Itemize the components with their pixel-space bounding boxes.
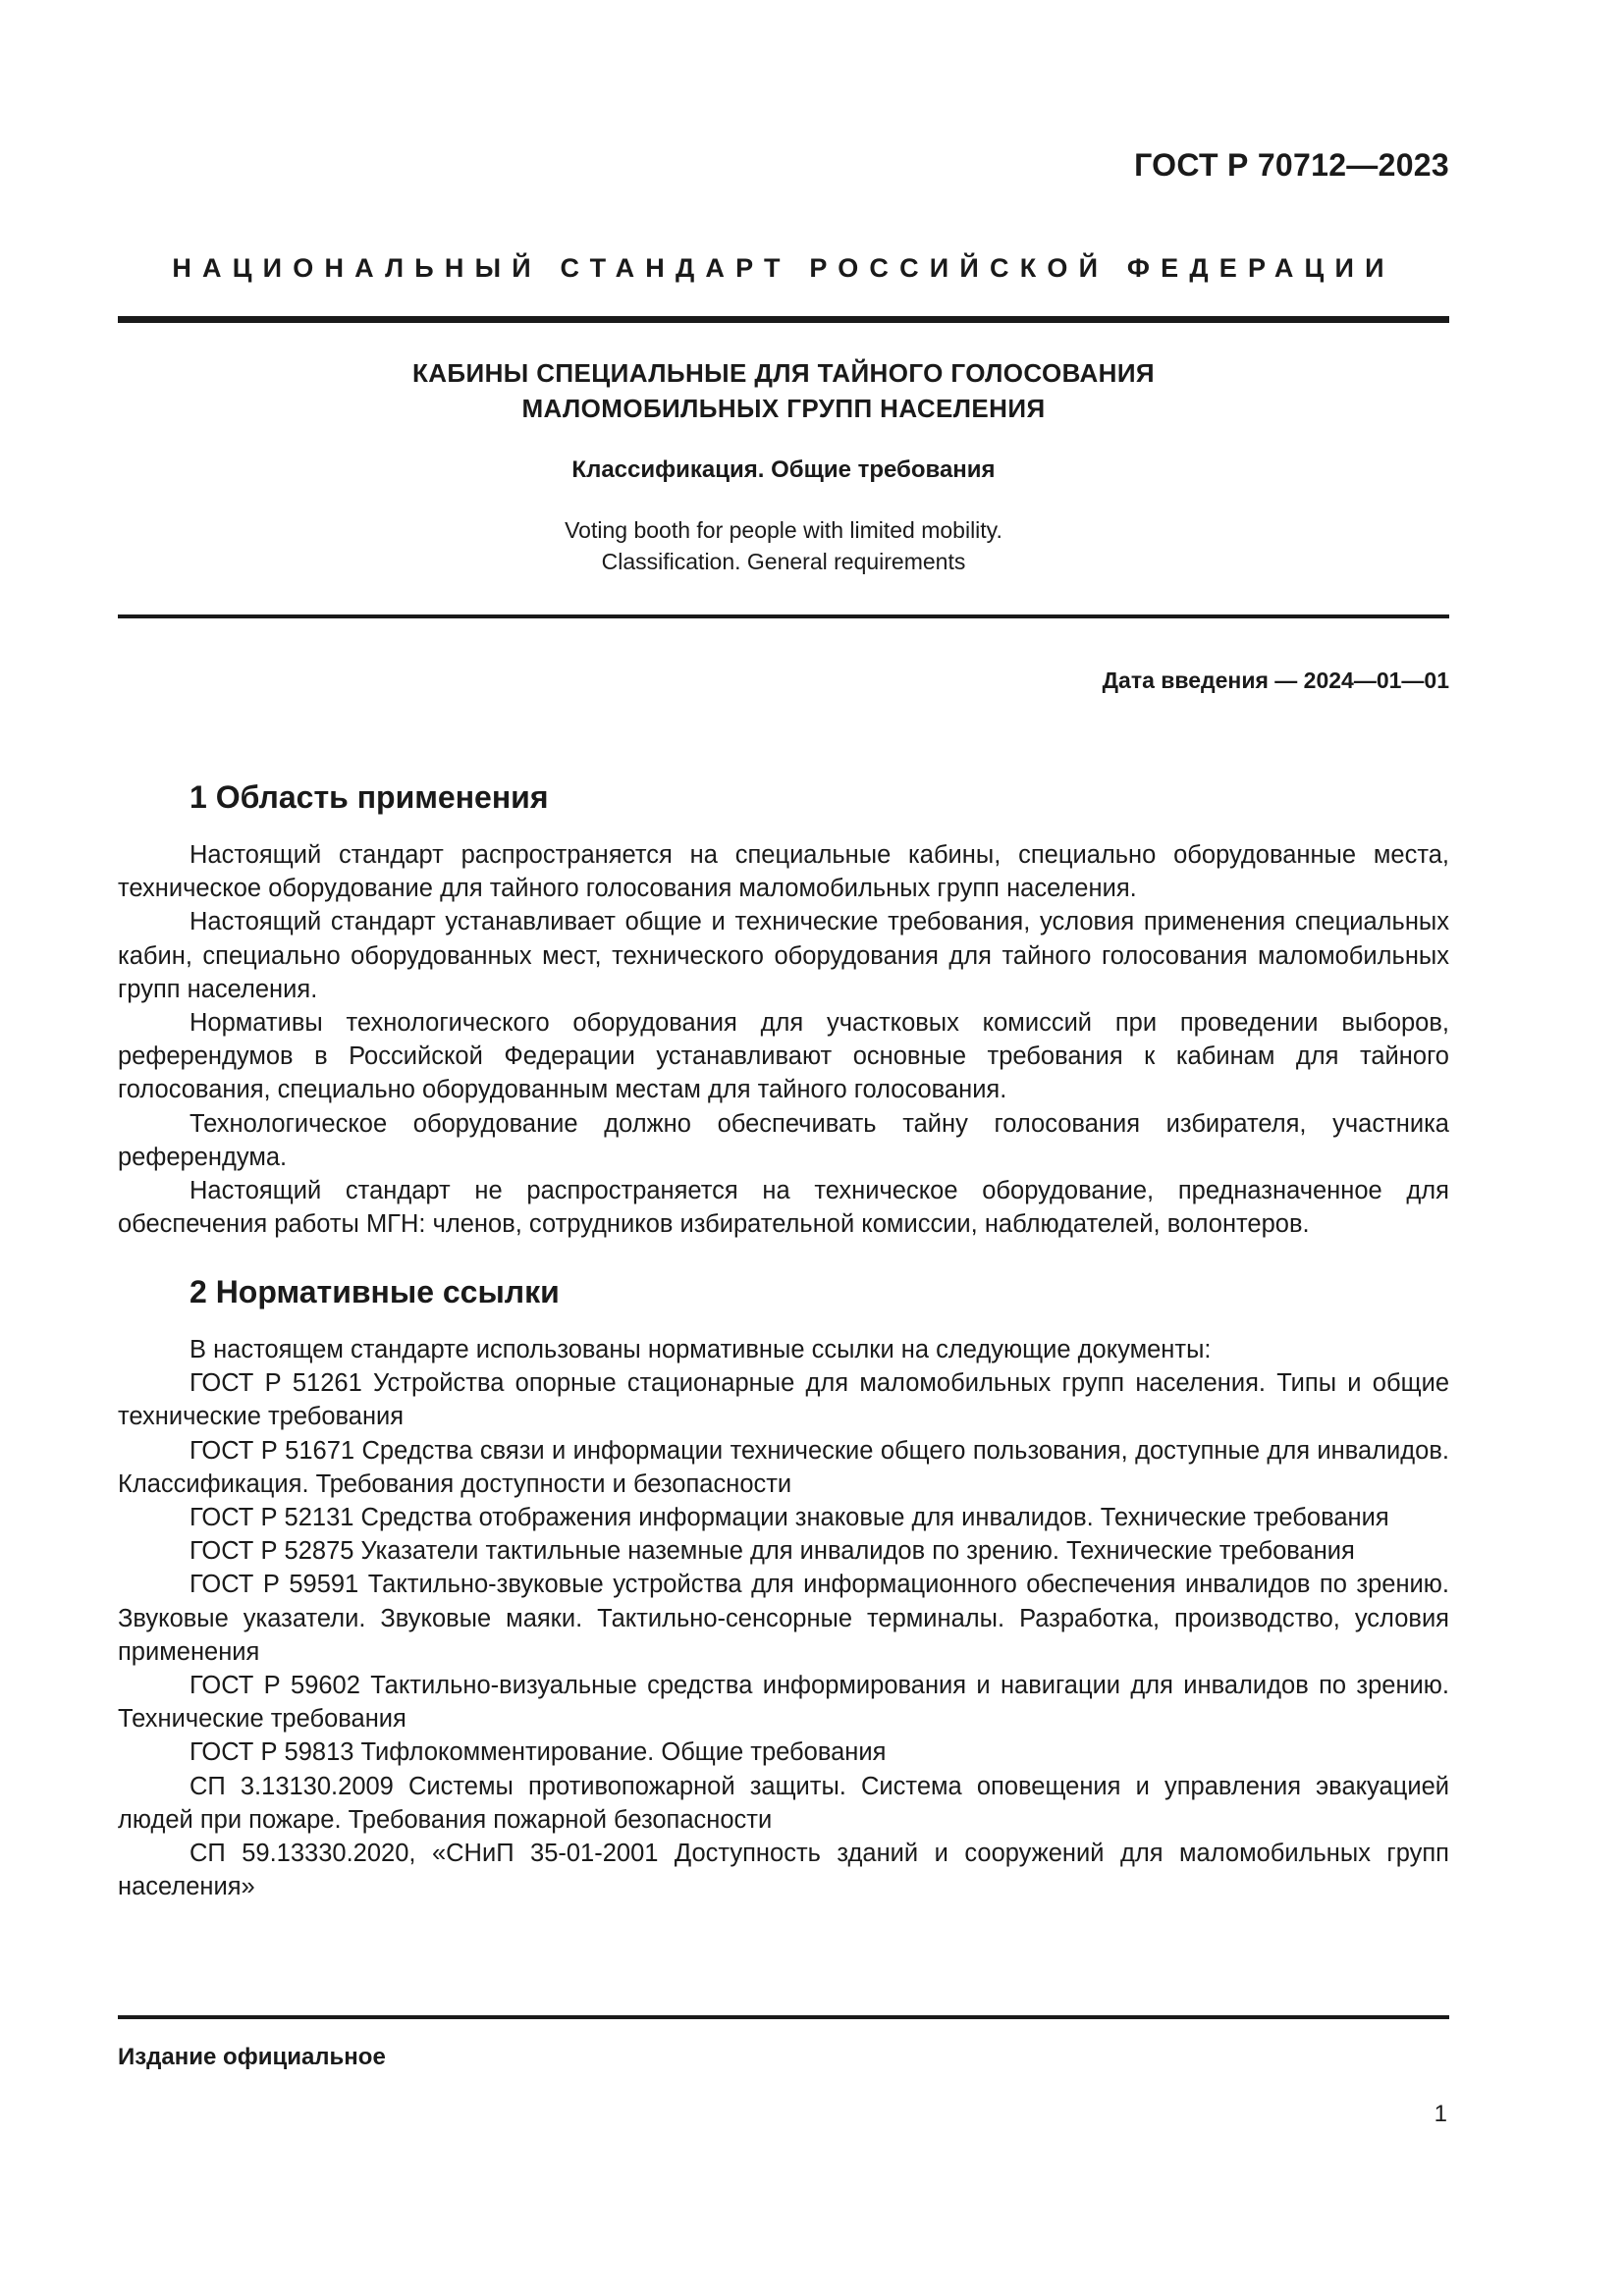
document-subtitle: Классификация. Общие требования bbox=[571, 456, 996, 483]
paragraph: Настоящий стандарт распространяется на специальные кабины, специально оборудованные места, техническое оборудование для тайного голосования маломобильных групп населения. bbox=[118, 841, 1449, 903]
reference-item: ГОСТ Р 52875 Указатели тактильные наземные для инвалидов по зрению. Технические требования bbox=[189, 1537, 1355, 1566]
paragraph: В настоящем стандарте использованы нормативные ссылки на следующие документы: bbox=[189, 1336, 1212, 1363]
paragraph: Нормативы технологического оборудования для участковых комиссий при проведении выборов, референдумов в Российской Федерации устанавливают основные требования к кабинам для тайного голосования, специально оборудованным местам для тайного голосования. bbox=[118, 1009, 1449, 1104]
official-edition-label: Издание официальное bbox=[118, 2044, 386, 2070]
reference-item: ГОСТ Р 51671 Средства связи и информации технические общего пользования, доступные для инвалидов. Классификация. Требования доступности и безопасности bbox=[118, 1436, 1449, 1498]
section-heading: 2 Нормативные ссылки bbox=[189, 1274, 560, 1309]
reference-item: ГОСТ Р 51261 Устройства опорные стационарные для маломобильных групп населения. Типы и общие технические требования bbox=[118, 1369, 1449, 1431]
introduction-date: Дата введения — 2024—01—01 bbox=[1102, 667, 1449, 693]
title-line-1: КАБИНЫ СПЕЦИАЛЬНЫЕ ДЛЯ ТАЙНОГО ГОЛОСОВАНИЯ bbox=[411, 358, 1155, 388]
paragraph: Технологическое оборудование должно обеспечивать тайну голосования избирателя, участника референдума. bbox=[118, 1109, 1449, 1171]
reference-item: ГОСТ Р 59591 Тактильно-звуковые устройства для информационного обеспечения инвалидов по зрению. Звуковые указатели. Звуковые маяки. Тактильно-сенсорные терминалы. Разработка, производство, условия применения bbox=[118, 1571, 1449, 1666]
section-scope bbox=[118, 777, 1449, 1241]
national-standard-banner: НАЦИОНАЛЬНЫЙ СТАНДАРТ РОССИЙСКОЙ ФЕДЕРАЦИИ bbox=[172, 253, 1395, 283]
page-number: 1 bbox=[1434, 2101, 1447, 2127]
top-rule bbox=[118, 316, 1449, 323]
section-heading: 1 Область применения bbox=[189, 779, 549, 815]
english-title-line-2: Classification. General requirements bbox=[601, 549, 966, 574]
reference-item: СП 3.13130.2009 Системы противопожарной защиты. Система оповещения и управления эвакуацией людей при пожаре. Требования пожарной безопасности bbox=[118, 1772, 1449, 1834]
title-line-2: МАЛОМОБИЛЬНЫХ ГРУПП НАСЕЛЕНИЯ bbox=[521, 394, 1046, 423]
section-normative-references bbox=[118, 1272, 1449, 1903]
reference-item: СП 59.13330.2020, «СНиП 35-01-2001 Доступность зданий и сооружений для маломобильных групп населения» bbox=[118, 1840, 1449, 1901]
document-title bbox=[118, 355, 1449, 426]
reference-item: ГОСТ Р 52131 Средства отображения информации знаковые для инвалидов. Технические требования bbox=[189, 1504, 1389, 1532]
gost-number: ГОСТ Р 70712—2023 bbox=[1134, 147, 1449, 183]
title-rule bbox=[118, 614, 1449, 618]
reference-item: ГОСТ Р 59602 Тактильно-визуальные средства информирования и навигации для инвалидов по зрению. Технические требования bbox=[118, 1672, 1449, 1734]
english-title bbox=[118, 514, 1449, 577]
paragraph: Настоящий стандарт не распространяется на техническое оборудование, предназначенное для обеспечения работы МГН: членов, сотрудников избирательной комиссии, наблюдателей, волонтеров. bbox=[118, 1177, 1449, 1239]
paragraph: Настоящий стандарт устанавливает общие и технические требования, условия применения специальных кабин, специально оборудованных мест, технического оборудования для тайного голосования маломобильных групп населения. bbox=[118, 908, 1449, 1003]
reference-item: ГОСТ Р 59813 Тифлокомментирование. Общие требования bbox=[189, 1738, 887, 1767]
english-title-line-1: Voting booth for people with limited mobility. bbox=[565, 517, 1002, 543]
footer-rule bbox=[118, 2015, 1449, 2019]
